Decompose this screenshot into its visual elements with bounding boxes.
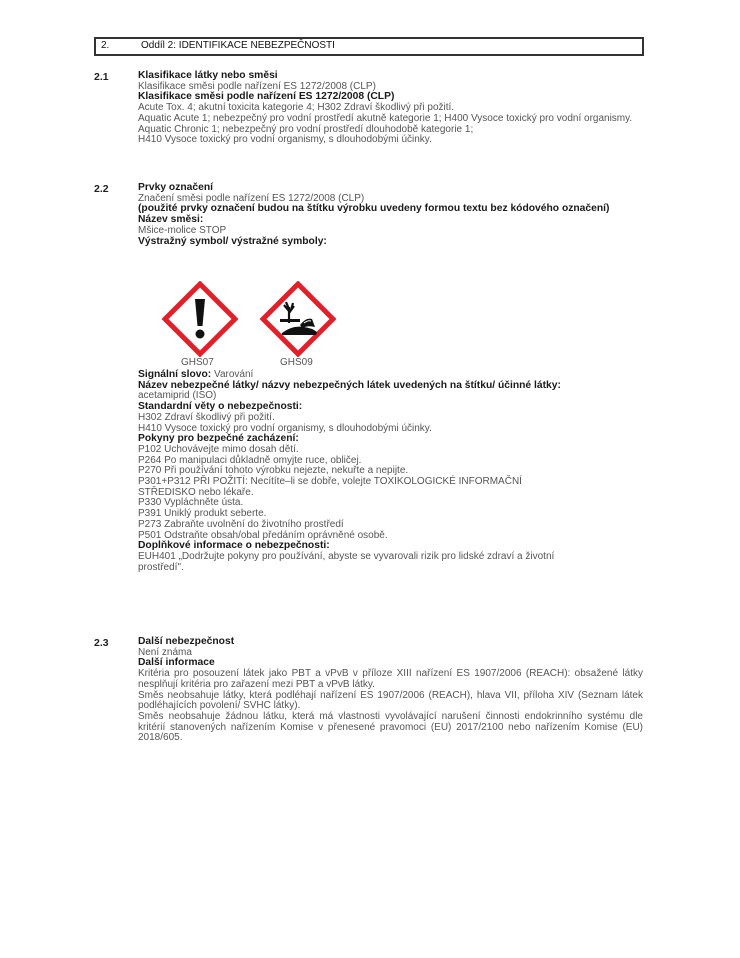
hazard-statements-label: Standardní věty o nebezpečnosti: [138,401,303,413]
signal-word-label: Signální slovo: [138,369,212,380]
subsection-2-2 [138,183,643,247]
subsection-number-2-3: 2.3 [94,637,109,649]
subsection-2-3 [138,637,643,744]
further-info: Kritéria pro posouzení látek jako PBT a vPvB v příloze XIII nařízení ES 1907/2006 (REACH): obsažené látky nesplňují kritéria pro zařazení mezi PBT a vPvB látky. [138,668,643,690]
further-info: Směs neobsahuje látky, která podléhají nařízení ES 1907/2006 (REACH), hlava VII, příloha XIV (Seznam látek podléhajících povolení/ SVHC látky). [138,689,643,712]
pictogram-code: GHS07 [181,357,214,368]
text-line: Aquatic Chronic 1; nebezpečný pro vodní prostředí dlouhodobě kategorie 1; [138,123,474,135]
subsection-number-2-1: 2.1 [94,71,109,83]
environment-icon [260,281,336,357]
precautionary-statement: P264 Po manipulaci důkladně omyjte ruce, obličej. [138,454,362,466]
precautionary-statement: P273 Zabraňte uvolnění do životního prostředí [138,518,344,530]
supplemental-label: Doplňkové informace o nebezpečnosti: [138,540,330,552]
hazard-statement: H410 Vysoce toxický pro vodní organismy, s dlouhodobými účinky. [138,422,432,434]
section-header [94,37,644,56]
subsection-2-2-continued [138,370,643,573]
precautionary-statement: P301+P312 PŘI POŽITÍ: Necítíte–li se dobře, volejte TOXIKOLOGICKÉ INFORMAČNÍ [138,476,522,488]
subsection-heading: Klasifikace látky nebo směsi [138,70,278,81]
subsection-heading: Prvky označení [138,182,213,193]
precautionary-statement: P330 Vypláchněte ústa. [138,497,244,509]
precautionary-statement: P102 Uchovávejte mimo dosah dětí. [138,443,299,455]
mixture-name-label: Název směsi: [138,214,204,226]
section-number: 2. [101,40,110,51]
precautionary-label: Pokyny pro bezpečné zacházení: [138,433,299,445]
classification-heading: Klasifikace směsi podle nařízení ES 1272/2008 (CLP) [138,91,395,103]
pictogram-code: GHS09 [280,357,313,368]
precautionary-statement: P270 Při používání tohoto výrobku nejezte, nekuřte a nepijte. [138,465,409,477]
hazard-statement: H302 Zdraví škodlivý při požití. [138,411,275,423]
hazardous-substances-label: Název nebezpečné látky/ názvy nebezpečných látek uvedených na štítku/ účinné látky: [138,379,561,391]
mixture-name: Mšice-molice STOP [138,224,227,236]
text-line: H410 Vysoce toxický pro vodní organismy, s dlouhodobými účinky. [138,134,432,146]
further-info-label: Další informace [138,657,215,669]
precautionary-statement: STŘEDISKO nebo lékaře. [138,486,254,498]
text-line: Aquatic Acute 1; nebezpečný pro vodní prostředí akutně kategorie 1; H400 Vysoce toxický pro vodní organismy. [138,112,633,124]
text-line: Acute Tox. 4; akutní toxicita kategorie 4; H302 Zdraví škodlivý při požití. [138,102,455,114]
further-info: Směs neobsahuje žádnou látku, která má vlastnosti vyvolávající narušení činnosti endokrinního systému dle kritérií stanovených nařízením Komise v přenesené pravomoci (EU) 2017/2100 nebo nařízením Komise (EU) 2018/605. [138,710,643,744]
subsection-heading: Další nebezpečnost [138,636,235,647]
hazardous-substances: acetamiprid (ISO) [138,390,217,402]
other-hazards-value: Není známa [138,646,192,658]
pictograms-label: Výstražný symbol/ výstražné symboly: [138,235,327,247]
signal-word: Varování [214,369,254,380]
section-title: Oddíl 2: IDENTIFIKACE NEBEZPEČNOSTI [141,40,335,51]
subsection-number-2-2: 2.2 [94,183,109,195]
exclamation-mark-icon [162,281,238,357]
precautionary-statement: P391 Uniklý produkt seberte. [138,508,267,520]
subsection-2-1 [138,71,643,146]
supplemental-info: prostředí". [138,561,184,573]
precautionary-statement: P501 Odstraňte obsah/obal předáním oprávněné osobě. [138,529,388,541]
labelling-basis: Značení směsi podle nařízení ES 1272/2008 (CLP) [138,192,365,204]
supplemental-info: EUH401 „Dodržujte pokyny pro používání, abyste se vyvarovali rizik pro lidské zdraví a životní [138,550,555,562]
labelling-note: (použité prvky označení budou na štítku výrobku uvedeny formou textu bez kódového označení) [138,203,610,215]
text-line: Klasifikace směsi podle nařízení ES 1272/2008 (CLP) [138,80,376,92]
